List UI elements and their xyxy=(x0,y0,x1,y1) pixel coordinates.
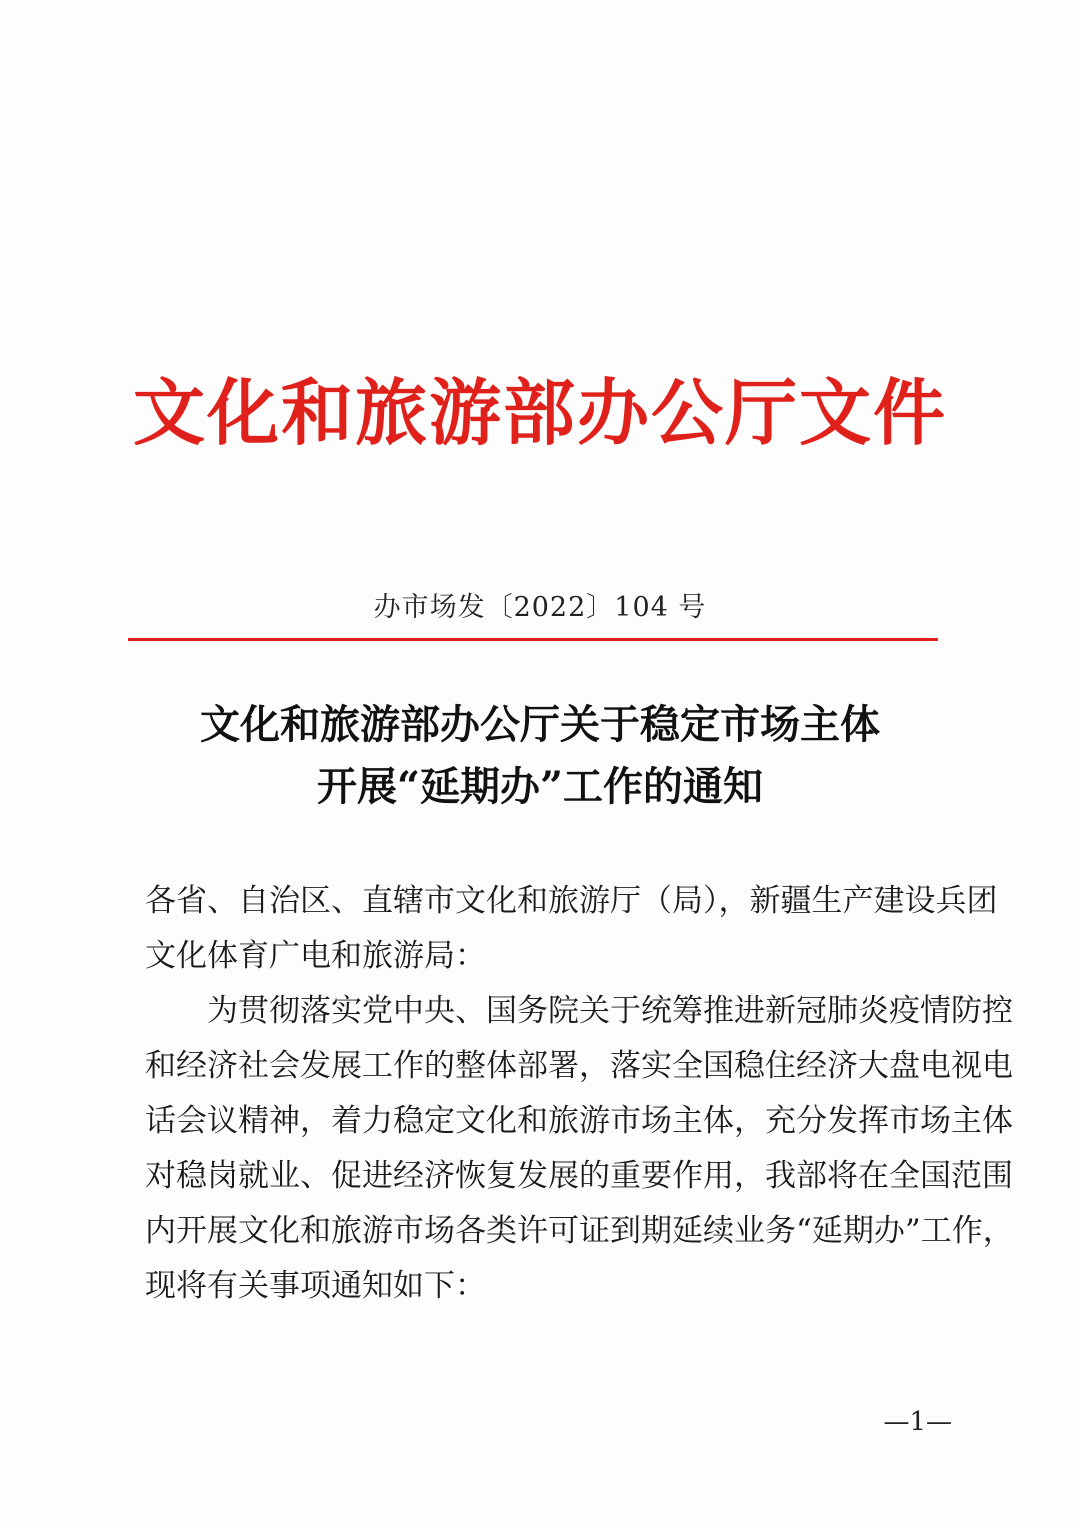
salutation-line-1: 各省、自治区、直辖市文化和旅游厅（局），新疆生产建设兵团 xyxy=(145,883,998,919)
paragraph-line-3: 话会议精神，着力稳定文化和旅游市场主体，充分发挥市场主体 xyxy=(145,1103,1013,1139)
masthead-title: 文化和旅游部办公厅文件 xyxy=(132,371,947,455)
paragraph-line-6: 现将有关事项通知如下： xyxy=(145,1268,486,1304)
paragraph-line-2: 和经济社会发展工作的整体部署，落实全国稳住经济大盘电视电 xyxy=(145,1048,1013,1084)
title-line-2: 开展“延期办”工作的通知 xyxy=(316,763,763,810)
salutation-line-2: 文化体育广电和旅游局： xyxy=(145,938,486,974)
title-line-1: 文化和旅游部办公厅关于稳定市场主体 xyxy=(200,701,880,748)
paragraph-line-5: 内开展文化和旅游市场各类许可证到期延续业务“延期办”工作， xyxy=(145,1213,1014,1249)
document-title xyxy=(0,694,1080,818)
red-divider xyxy=(128,638,938,641)
paragraph-line-4: 对稳岗就业、促进经济恢复发展的重要作用，我部将在全国范围 xyxy=(145,1158,1013,1194)
document-number: 办市场发〔2022〕104 号 xyxy=(373,592,707,623)
document-body xyxy=(145,874,1014,1314)
paragraph-line-1: 为贯彻落实党中央、国务院关于统筹推进新冠肺炎疫情防控 xyxy=(207,993,1013,1029)
page-number: —1— xyxy=(883,1407,952,1437)
